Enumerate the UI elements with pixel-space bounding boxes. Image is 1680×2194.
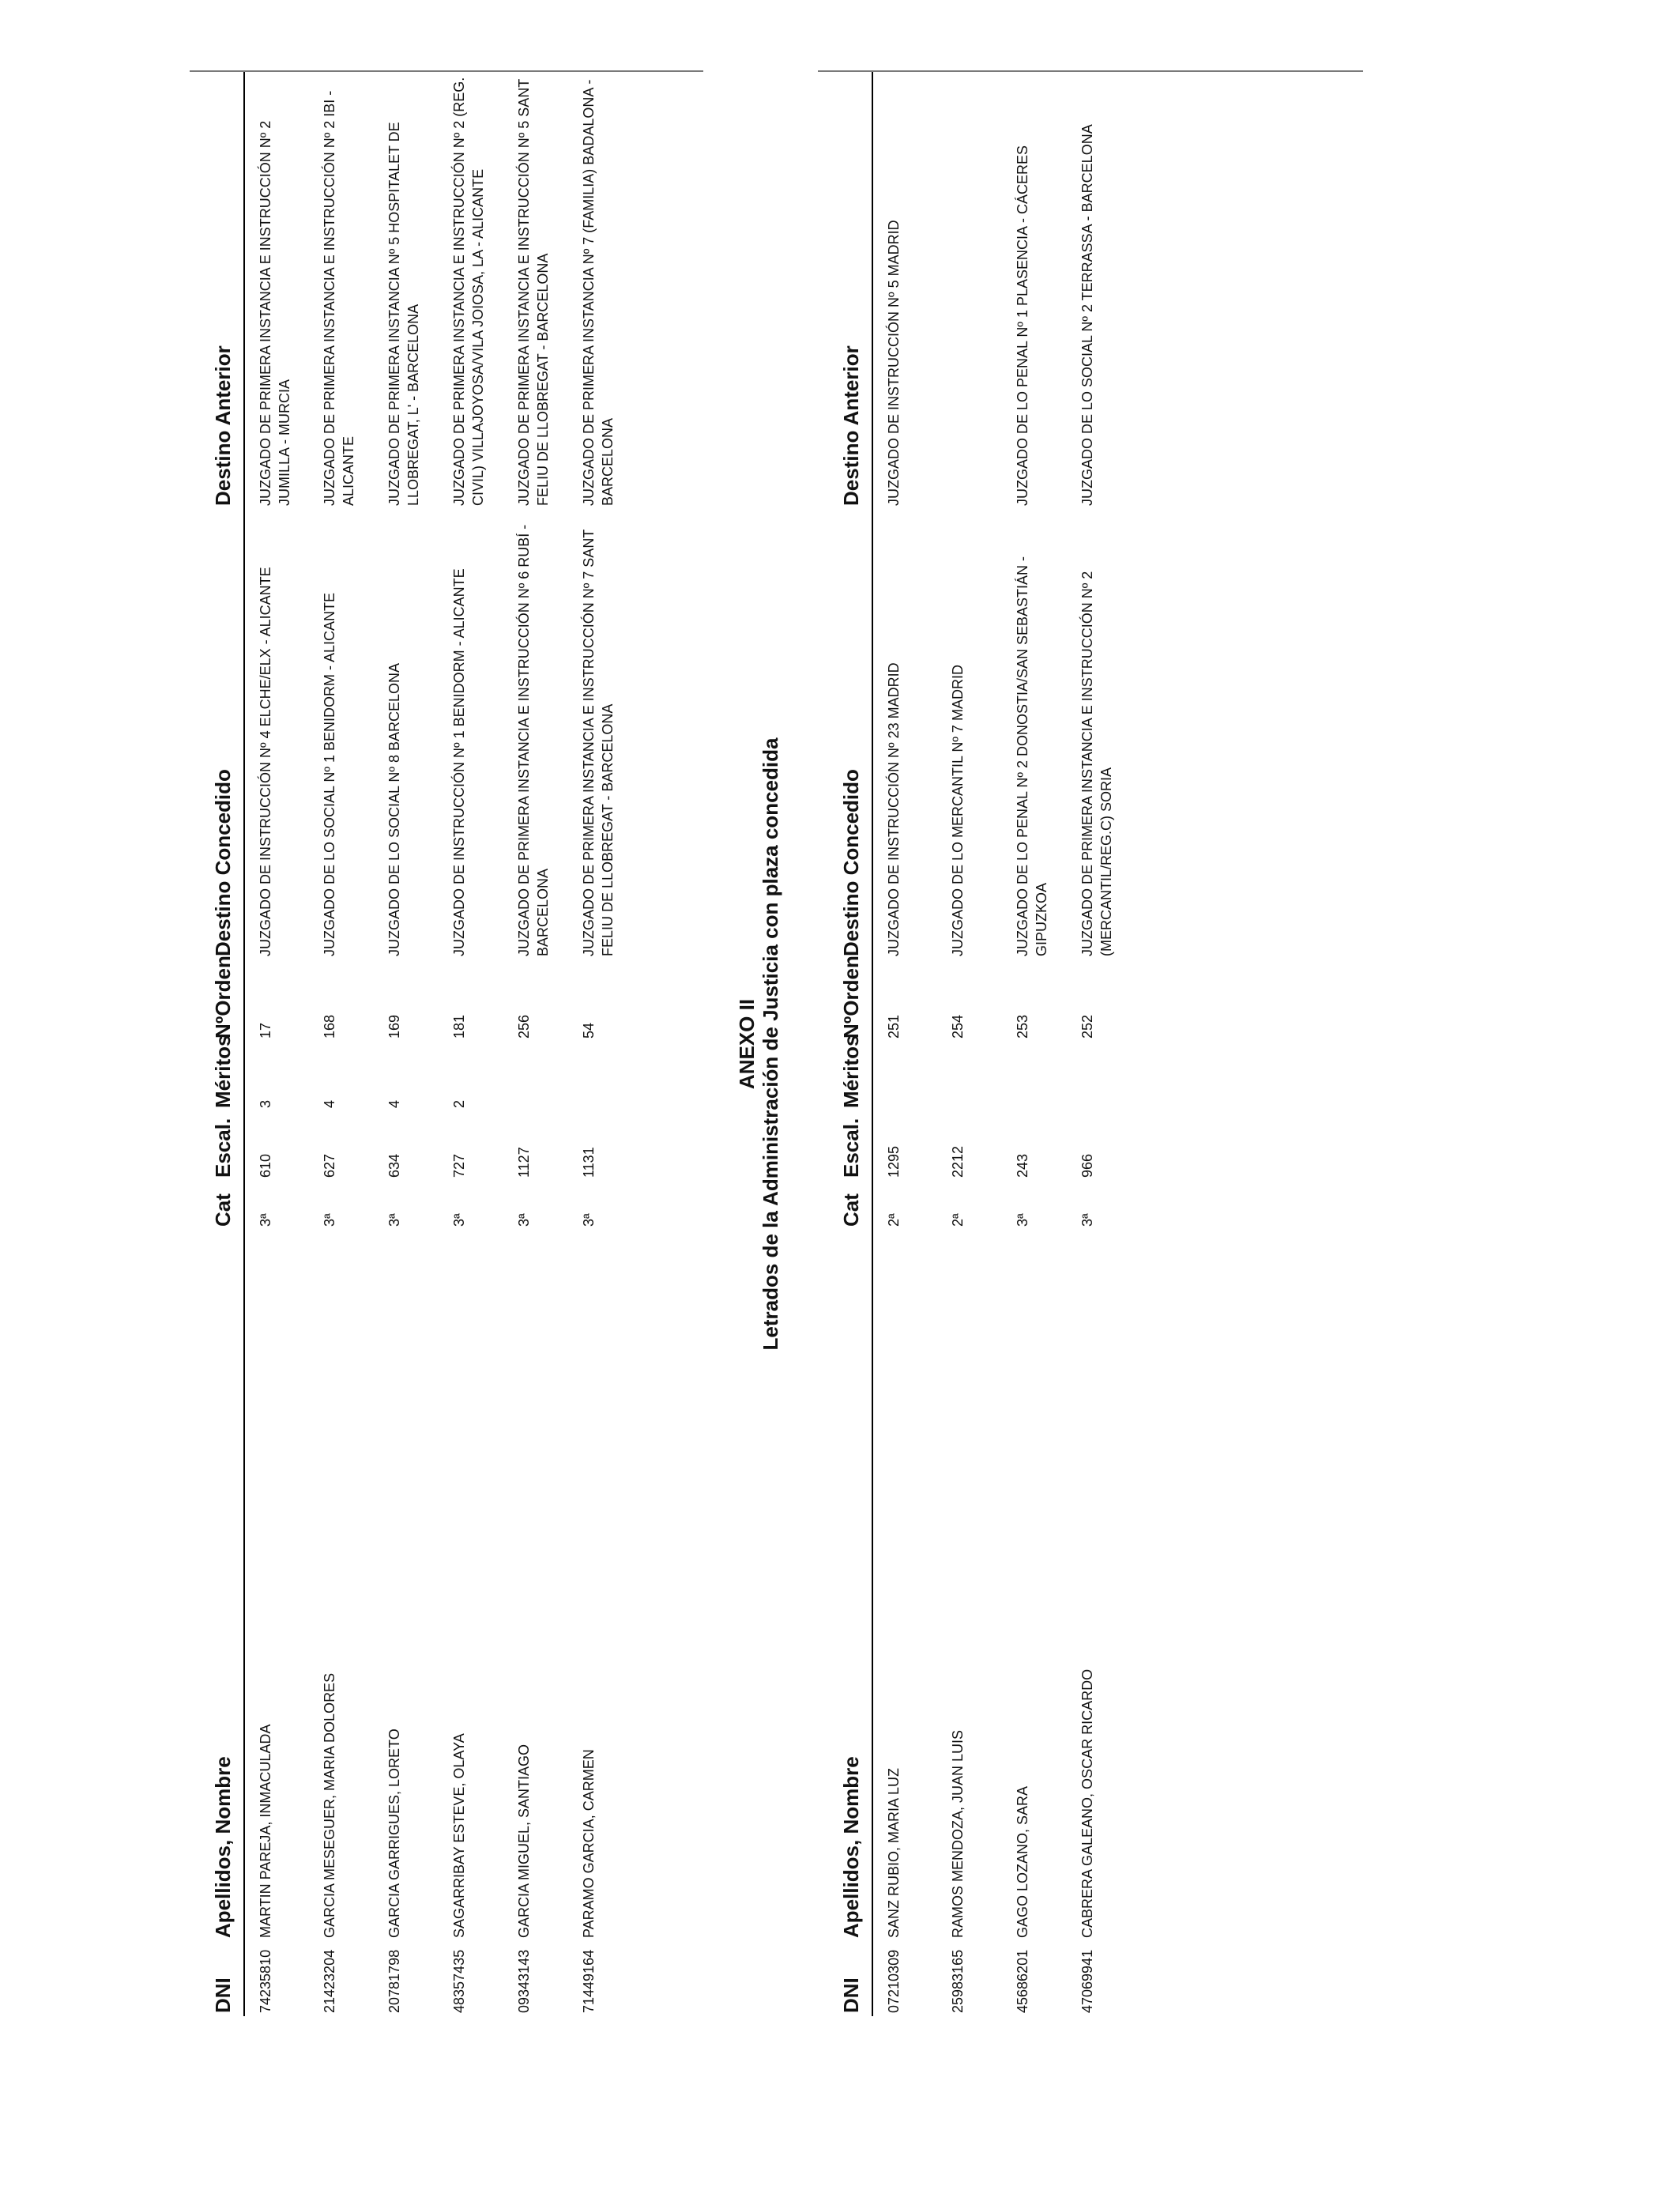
header-destino-concedido: Destino Concedido: [190, 509, 244, 959]
cell-cat: 2ª: [950, 1213, 966, 1227]
cell-meritos: 2: [451, 1099, 467, 1108]
header-meritos: Méritos: [818, 1042, 872, 1111]
header-nombre: Apellidos, Nombre: [190, 1230, 244, 1941]
cell-destino-anterior: JUZGADO DE PRIMERA INSTANCIA Nº 7 (FAMILIA) BADALONA - BARCELONA: [581, 79, 616, 506]
cell-cat: 3ª: [1015, 1213, 1030, 1227]
table-row: [244, 72, 309, 2016]
table-row: [872, 72, 937, 2016]
table-row: [1067, 72, 1132, 2016]
cell-destino-anterior: JUZGADO DE INSTRUCCIÓN Nº 5 MADRID: [886, 220, 902, 506]
cell-escal: 243: [1015, 1153, 1030, 1178]
cell-orden: 54: [581, 1022, 597, 1039]
annex-subtitle: Letrados de la Administración de Justicia con plaza concedida: [759, 737, 782, 1351]
cell-orden: 168: [322, 1014, 337, 1039]
cell-escal: 627: [322, 1153, 337, 1178]
cell-dni: 48357435: [451, 1949, 467, 2013]
cell-nombre: PARAMO GARCIA, CARMEN: [581, 1749, 597, 1938]
table-row: [568, 72, 633, 2016]
cell-cat: 3ª: [451, 1213, 467, 1227]
header-meritos: Méritos: [190, 1042, 244, 1111]
cell-dni: 45686201: [1015, 1949, 1030, 2013]
annex-heading: [735, 72, 782, 2016]
cell-destino-anterior: JUZGADO DE PRIMERA INSTANCIA E INSTRUCCIÓN Nº 2 IBI - ALICANTE: [322, 90, 356, 506]
cell-destino-concedido: JUZGADO DE PRIMERA INSTANCIA E INSTRUCCIÓN Nº 6 RUBÍ - BARCELONA: [516, 524, 551, 956]
header-cat: Cat: [190, 1181, 244, 1230]
table-row: [309, 72, 374, 2016]
header-escal: Escal.: [190, 1111, 244, 1181]
cell-dni: 21423204: [322, 1949, 337, 2013]
cell-destino-anterior: JUZGADO DE PRIMERA INSTANCIA E INSTRUCCIÓN Nº 2 (REG. CIVIL) VILLAJOYOSA/VILA JOIOSA, LA - ALICANTE: [451, 77, 486, 506]
cell-destino-anterior: [937, 72, 1002, 509]
cell-destino-concedido: JUZGADO DE LO MERCANTIL Nº 7 MADRID: [950, 665, 966, 956]
cell-orden: 252: [1079, 1014, 1095, 1039]
table-row: [1002, 72, 1067, 2016]
cell-destino-anterior: JUZGADO DE PRIMERA INSTANCIA Nº 5 HOSPITALET DE LLOBREGAT, L' - BARCELONA: [386, 122, 421, 506]
cell-cat: 3ª: [516, 1213, 532, 1227]
cell-meritos: [503, 1042, 568, 1111]
cell-orden: 256: [516, 1014, 532, 1039]
cell-cat: 3ª: [1079, 1213, 1095, 1227]
cell-escal: 1295: [886, 1145, 902, 1178]
cell-meritos: [872, 1042, 937, 1111]
cell-escal: 2212: [950, 1145, 966, 1178]
cell-meritos: 4: [322, 1099, 337, 1108]
header-destino-anterior: Destino Anterior: [818, 72, 872, 509]
cell-destino-anterior: JUZGADO DE LO PENAL Nº 1 PLASENCIA - CÁCERES: [1015, 145, 1030, 506]
table-header-row: [190, 72, 244, 2016]
cell-meritos: [1067, 1042, 1132, 1111]
cell-destino-anterior: JUZGADO DE PRIMERA INSTANCIA E INSTRUCCIÓN Nº 5 SANT FELIU DE LLOBREGAT - BARCELONA: [516, 79, 551, 506]
cell-meritos: [937, 1042, 1002, 1111]
cell-meritos: 4: [386, 1099, 402, 1108]
cell-nombre: GARCIA MIGUEL, SANTIAGO: [516, 1744, 532, 1938]
cell-orden: 181: [451, 1014, 467, 1039]
header-dni: DNI: [818, 1941, 872, 2016]
cell-dni: 74235810: [258, 1949, 273, 2013]
cell-nombre: GARCIA MESEGUER, MARIA DOLORES: [322, 1672, 337, 1938]
cell-nombre: GARCIA GARRIGUES, LORETO: [386, 1728, 402, 1938]
cell-orden: 253: [1015, 1014, 1030, 1039]
cell-dni: 71449164: [581, 1949, 597, 2013]
cell-escal: 727: [451, 1153, 467, 1178]
header-destino-concedido: Destino Concedido: [818, 509, 872, 959]
cell-dni: 47069941: [1079, 1949, 1095, 2013]
cell-meritos: 3: [258, 1099, 273, 1108]
cell-destino-concedido: JUZGADO DE INSTRUCCIÓN Nº 23 MADRID: [886, 662, 902, 956]
cell-escal: 1127: [516, 1147, 532, 1178]
cell-nombre: SANZ RUBIO, MARIA LUZ: [886, 1767, 902, 1938]
cell-orden: 169: [386, 1014, 402, 1039]
table-row: [503, 72, 568, 2016]
cell-cat: 3ª: [581, 1213, 597, 1227]
cell-destino-concedido: JUZGADO DE LO PENAL Nº 2 DONOSTIA/SAN SEBASTIÁN - GIPUZKOA: [1015, 556, 1049, 956]
table-destinos-2: [818, 72, 1132, 2016]
cell-destino-anterior: JUZGADO DE LO SOCIAL Nº 2 TERRASSA - BARCELONA: [1079, 124, 1095, 506]
header-nombre: Apellidos, Nombre: [818, 1230, 872, 1941]
table-destinos-1: [190, 72, 633, 2016]
table-header-row: [818, 72, 872, 2016]
cell-dni: 20781798: [386, 1949, 402, 2013]
cell-cat: 3ª: [258, 1213, 273, 1227]
cell-escal: 1131: [581, 1147, 597, 1178]
cell-cat: 3ª: [386, 1213, 402, 1227]
cell-orden: 254: [950, 1014, 966, 1039]
cell-nombre: CABRERA GALEANO, OSCAR RICARDO: [1079, 1668, 1095, 1938]
header-orden: NºOrden: [190, 959, 244, 1042]
cell-escal: 634: [386, 1153, 402, 1178]
cell-escal: 966: [1079, 1153, 1095, 1178]
cell-dni: 07210309: [886, 1949, 902, 2013]
cell-meritos: [568, 1042, 633, 1111]
header-dni: DNI: [190, 1941, 244, 2016]
header-escal: Escal.: [818, 1111, 872, 1181]
cell-destino-concedido: JUZGADO DE PRIMERA INSTANCIA E INSTRUCCIÓN Nº 7 SANT FELIU DE LLOBREGAT - BARCELONA: [581, 530, 616, 956]
cell-nombre: GAGO LOZANO, SARA: [1015, 1785, 1030, 1938]
cell-destino-anterior: JUZGADO DE PRIMERA INSTANCIA E INSTRUCCIÓN Nº 2 JUMILLA - MURCIA: [258, 120, 292, 506]
cell-cat: 2ª: [886, 1213, 902, 1227]
header-destino-anterior: Destino Anterior: [190, 72, 244, 509]
table-row: [439, 72, 503, 2016]
cell-escal: 610: [258, 1153, 273, 1178]
cell-meritos: [1002, 1042, 1067, 1111]
cell-nombre: RAMOS MENDOZA, JUAN LUIS: [950, 1729, 966, 1938]
cell-nombre: MARTIN PAREJA, INMACULADA: [258, 1724, 273, 1938]
cell-destino-concedido: JUZGADO DE INSTRUCCIÓN Nº 4 ELCHE/ELX - ALICANTE: [258, 567, 273, 956]
table-row: [937, 72, 1002, 2016]
cell-destino-concedido: JUZGADO DE PRIMERA INSTANCIA E INSTRUCCIÓN Nº 2 (MERCANTIL/REG.C) SORIA: [1079, 571, 1114, 956]
cell-cat: 3ª: [322, 1213, 337, 1227]
cell-destino-concedido: JUZGADO DE LO SOCIAL Nº 8 BARCELONA: [386, 663, 402, 956]
cell-destino-concedido: JUZGADO DE LO SOCIAL Nº 1 BENIDORM - ALICANTE: [322, 593, 337, 956]
annex-title: ANEXO II: [735, 998, 759, 1090]
cell-orden: 17: [258, 1022, 273, 1039]
cell-dni: 09343143: [516, 1949, 532, 2013]
cell-destino-concedido: JUZGADO DE INSTRUCCIÓN Nº 1 BENIDORM - ALICANTE: [451, 568, 467, 956]
cell-dni: 25983165: [950, 1949, 966, 2013]
cell-nombre: SAGARRIBAY ESTEVE, OLAYA: [451, 1733, 467, 1938]
table-row: [374, 72, 439, 2016]
cell-orden: 251: [886, 1014, 902, 1039]
header-orden: NºOrden: [818, 959, 872, 1042]
header-cat: Cat: [818, 1181, 872, 1230]
